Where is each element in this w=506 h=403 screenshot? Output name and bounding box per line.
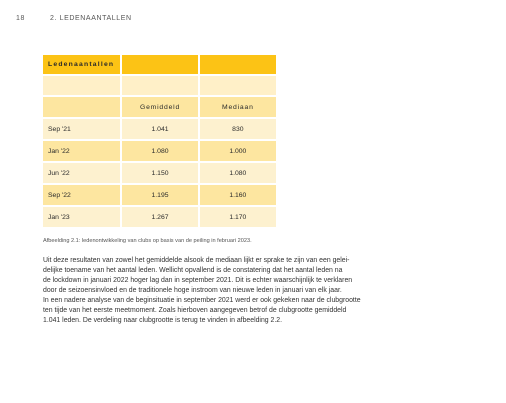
cell-mediaan: 1.160 — [200, 185, 276, 207]
table-row — [43, 207, 276, 229]
row-label: Jun '22 — [43, 163, 122, 185]
row-label: Sep '22 — [43, 185, 122, 207]
row-label: Sep '21 — [43, 119, 122, 141]
page-number: 18 — [16, 15, 25, 22]
column-header-gemiddeld: Gemiddeld — [122, 97, 199, 119]
table-row — [43, 185, 276, 207]
table-title-row — [43, 55, 276, 76]
cell-gemiddeld: 1.195 — [122, 185, 199, 207]
table-row — [43, 163, 276, 185]
body-line: delijke toename van het aantal leden. Wellicht opvallend is de constatering dat het aantal leden na — [43, 267, 343, 274]
page-header — [16, 15, 132, 22]
section-title: 2. LEDENAANTALLEN — [50, 15, 132, 22]
members-table — [43, 55, 276, 229]
cell-gemiddeld: 1.041 — [122, 119, 199, 141]
row-label: Jan '23 — [43, 207, 122, 229]
body-line: de lockdown in januari 2022 hoger lag dan in september 2021. Dit is echter waarschijnlijk te verklaren — [43, 277, 353, 284]
table-title: Ledenaantallen — [43, 55, 122, 76]
table-cell — [122, 55, 199, 76]
column-header-mediaan: Mediaan — [200, 97, 276, 119]
body-paragraph — [43, 256, 373, 326]
cell-gemiddeld: 1.267 — [122, 207, 199, 229]
table-header-row — [43, 97, 276, 119]
row-label: Jan '22 — [43, 141, 122, 163]
cell-mediaan: 830 — [200, 119, 276, 141]
table-row — [43, 141, 276, 163]
body-line: 1.041 leden. De verdeling naar clubgrootte is terug te vinden in afbeelding 2.2. — [43, 317, 283, 324]
table-cell — [43, 76, 122, 97]
body-line: In een nadere analyse van de beginsituatie in september 2021 werd er ook gekeken naar de clubgrootte — [43, 297, 361, 304]
cell-mediaan: 1.170 — [200, 207, 276, 229]
figure-caption: Afbeelding 2.1: ledenontwikkeling van clubs op basis van de peiling in februari 2023. — [43, 238, 252, 244]
cell-gemiddeld: 1.080 — [122, 141, 199, 163]
table-row — [43, 119, 276, 141]
table-cell — [200, 76, 276, 97]
cell-mediaan: 1.080 — [200, 163, 276, 185]
body-line: ten tijde van het eerste meetmoment. Zoals hierboven aangegeven betrof de clubgrootte gemiddeld — [43, 307, 347, 314]
cell-gemiddeld: 1.150 — [122, 163, 199, 185]
table-spacer-row — [43, 76, 276, 97]
table-cell — [200, 55, 276, 76]
cell-mediaan: 1.000 — [200, 141, 276, 163]
column-header — [43, 97, 122, 119]
body-line: door de seizoensinvloed en de traditionele hoge instroom van nieuwe leden in januari van elk jaar. — [43, 287, 342, 294]
body-line: Uit deze resultaten van zowel het gemiddelde alsook de mediaan lijkt er sprake te zijn van een gelei- — [43, 257, 350, 264]
table-cell — [122, 76, 199, 97]
